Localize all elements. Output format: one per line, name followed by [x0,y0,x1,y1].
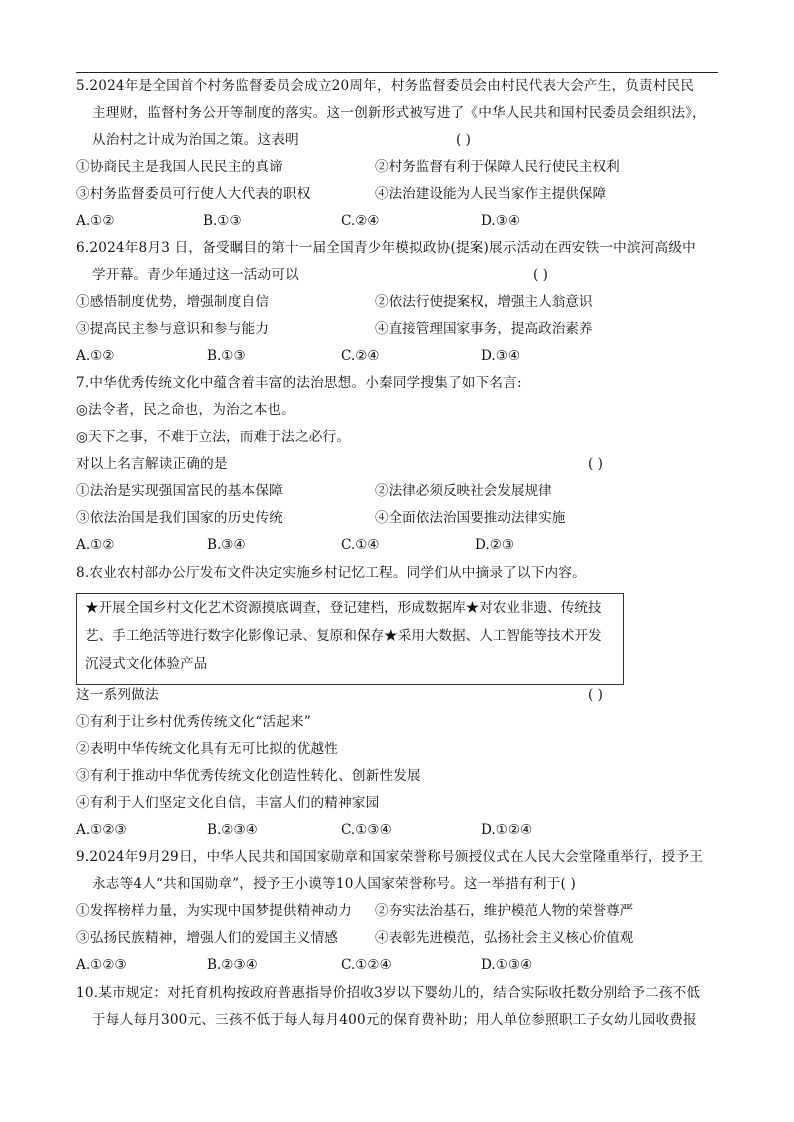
q8-choice-a: A.①②③ [76,822,127,838]
q8-box-line1: ★开展全国乡村文化艺术资源摸底调查，登记建档，形成数据库★对农业非遗、传统技 [85,600,602,616]
q7-choice-a: A.①② [76,537,115,553]
q6-option-2: ②依法行使提案权，增强主人翁意识 [375,294,593,310]
q8-stem-line2: 这一系列做法 [76,687,159,703]
q9-stem-line2: 永志等4人“共和国勋章”，授予王小谟等10人国家荣誉称号。这一举措有利于( ) [92,876,576,892]
q5-stem-line1: 5.2024年是全国首个村务监督委员会成立20周年，村务监督委员会由村民代表大会产生，负责村民民 [76,78,695,94]
q9-option-1: ①发挥榜样力量，为实现中国梦提供精神动力 [76,903,352,919]
q6-choice-b: B.①③ [207,348,246,364]
q8-material-box [76,593,624,685]
q9-stem-line1: 9.2024年9月29日，中华人民共和国国家勋章和国家荣誉称号颁授仪式在人民大会堂隆重举行，授予王 [76,849,704,865]
q6-option-4: ④直接管理国家事务，提高政治素养 [375,321,593,337]
q8-choice-d: D.①②④ [481,822,533,838]
q9-choice-b: B.②③④ [207,957,258,973]
q5-option-1: ①协商民主是我国人民民主的真谛 [76,159,283,175]
q7-choice-d: D.②③ [475,537,515,553]
q7-choice-c: C.①④ [341,537,380,553]
q6-answer-paren: ( ) [533,267,548,283]
q9-option-2: ②夯实法治基石，维护模范人物的荣誉尊严 [375,903,634,919]
q8-choice-c: C.①③④ [341,822,392,838]
q6-choice-a: A.①② [76,348,115,364]
q8-box-line2: 艺、手工绝活等进行数字化影像记录、复原和保存★采用大数据、人工智能等技术开发 [85,628,602,644]
q8-answer-paren: ( ) [588,687,603,703]
q10-stem-line2: 于每人每月300元、三孩不低于每人每月400元的保育费补助；用人单位参照职工子女幼儿园收费报 [92,1012,697,1028]
q7-option-4: ④全面依法治国要推动法律实施 [375,510,566,526]
q7-answer-paren: ( ) [588,456,603,472]
q6-choice-c: C.②④ [341,348,380,364]
q8-option-1: ①有利于让乡村优秀传统文化“活起来” [76,714,311,730]
q6-choice-d: D.③④ [481,348,521,364]
q6-option-1: ①感悟制度优势，增强制度自信 [76,294,270,310]
q5-option-3: ③村务监督委员可行使人大代表的职权 [76,186,311,202]
q5-option-4: ④法治建设能为人民当家作主提供保障 [375,186,607,202]
q5-stem-line3: 从治村之计成为治国之策。这表明 [92,132,299,148]
q5-stem-line2: 主理财，监督村务公开等制度的落实。这一创新形式被写进了《中华人民共和国村民委员会组织法》， [92,105,706,121]
q8-box-line3: 沉浸式文化体验产品 [85,656,208,672]
q9-option-3: ③弘扬民族精神，增强人们的爱国主义情感 [76,930,339,946]
q5-choice-a: A.①② [76,213,115,229]
q5-choice-d: D.③④ [481,213,521,229]
q6-stem-line1: 6.2024年8月3 日，备受瞩目的第十一届全国青少年模拟政协(提案)展示活动在西安铁一中滨河高级中 [76,240,696,256]
q5-choice-c: C.②④ [341,213,380,229]
q9-option-4: ④表彰先进模范，弘扬社会主义核心价值观 [375,930,634,946]
q8-option-3: ③有利于推动中华优秀传统文化创造性转化、创新性发展 [76,768,421,784]
q9-choice-a: A.①②③ [76,957,127,973]
q8-stem-line1: 8.农业农村部办公厅发布文件决定实施乡村记忆工程。同学们从中摘录了以下内容。 [76,565,586,581]
q10-stem-line1: 10.某市规定：对托育机构按政府普惠指导价招收3岁以下婴幼儿的，结合实际收托数分别给予二孩不低 [76,985,701,1001]
q7-quote-1: ◎法令者，民之命也，为治之本也。 [76,402,295,418]
q7-stem-line1: 7.中华优秀传统文化中蕴含着丰富的法治思想。小秦同学搜集了如下名言: [76,375,522,391]
q8-choice-b: B.②③④ [207,822,258,838]
q8-option-2: ②表明中华传统文化具有无可比拟的优越性 [76,741,339,757]
q9-choice-c: C.①②④ [341,957,392,973]
q5-choice-b: B.①③ [203,213,242,229]
q7-option-3: ③依法治国是我们国家的历史传统 [76,510,283,526]
q7-option-2: ②法律必须反映社会发展规律 [375,483,552,499]
q7-choice-b: B.③④ [207,537,246,553]
q6-option-3: ③提高民主参与意识和参与能力 [76,321,270,337]
q8-option-4: ④有利于人们坚定文化自信，丰富人们的精神家园 [76,795,380,811]
q7-quote-2: ◎天下之事，不难于立法，而难于法之必行。 [76,429,351,445]
q7-stem-line2: 对以上名言解读正确的是 [76,456,228,472]
q6-stem-line2: 学开幕。青少年通过这一活动可以 [92,267,299,283]
q7-option-1: ①法治是实现强国富民的基本保障 [76,483,283,499]
q5-answer-paren: ( ) [456,132,471,148]
header-rule [76,72,718,73]
q5-option-2: ②村务监督有利于保障人民行使民主权利 [375,159,620,175]
q9-choice-d: D.①③④ [481,957,533,973]
